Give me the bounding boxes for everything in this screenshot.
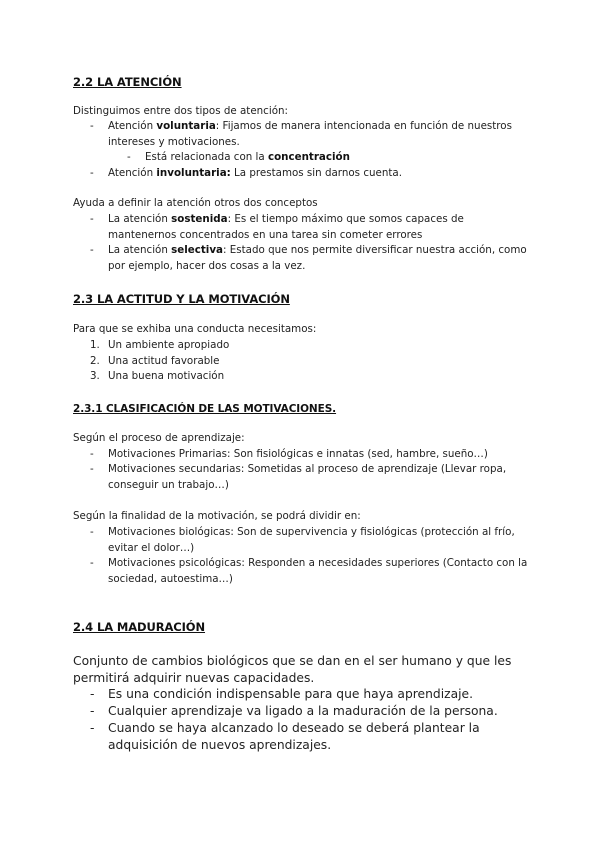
sub-list-item-concentracion: - Está relacionada con la concentración (127, 151, 350, 163)
list-item-sostenida: - La atención sostenida: Es el tiempo máximo que somos capaces de mantenernos concentrados en una tarea sin cometer errores (90, 213, 464, 241)
item-text: Una buena motivación (108, 370, 225, 382)
list-item (90, 462, 530, 493)
bullet: - (90, 463, 94, 475)
paragraph-conducta: Para que se exhiba una conducta necesitamos: (73, 323, 317, 335)
bullet: - (90, 526, 94, 538)
list-item-voluntaria: - Atención voluntaria: Fijamos de manera intencionada en función de nuestros intereses y motivaciones. (90, 120, 512, 148)
paragraph-finalidad: Según la finalidad de la motivación, se podrá dividir en: (73, 510, 361, 522)
list-item (90, 703, 540, 720)
list-item (90, 720, 540, 753)
heading-actitud-motivacion: 2.3 LA ACTITUD Y LA MOTIVACIÓN (73, 292, 290, 306)
numbered-item (90, 338, 530, 354)
item-text: Una actitud favorable (108, 355, 220, 367)
list-item-text: Motivaciones Primarias: Son fisiológicas e innatas (sed, hambre, sueño…) (108, 448, 488, 460)
list-item-text: Motivaciones psicológicas: Responden a necesidades superiores (Contacto con la sociedad, autoestima…) (108, 557, 528, 585)
list-item-text: Cualquier aprendizaje va ligado a la maduración de la persona. (108, 704, 498, 718)
bullet: - (90, 213, 94, 225)
item-number: 2. (90, 355, 100, 367)
heading-atencion: 2.2 LA ATENCIÓN (73, 75, 182, 89)
heading-maduracion: 2.4 LA MADURACIÓN (73, 620, 206, 634)
bullet: - (90, 244, 94, 256)
item-number: 3. (90, 370, 100, 382)
bullet: - (90, 557, 94, 569)
list-item (90, 525, 530, 556)
list-item-text: Es una condición indispensable para que haya aprendizaje. (108, 687, 474, 701)
paragraph-atencion-intro: Distinguimos entre dos tipos de atención: (73, 105, 288, 117)
bullet: - (90, 704, 95, 718)
list-item (90, 556, 530, 587)
paragraph-maduracion: Conjunto de cambios biológicos que se dan en el ser humano y que les permitirá adquirir nuevas capacidades. (73, 654, 512, 685)
bullet: - (90, 448, 94, 460)
list-item-selectiva: - La atención selectiva: Estado que nos permite diversificar nuestra acción, como por ejemplo, hacer dos cosas a la vez. (90, 244, 527, 272)
list-item (90, 447, 530, 463)
list-item-text: Motivaciones biológicas: Son de supervivencia y fisiológicas (protección al frío, evitar el dolor…) (108, 526, 515, 554)
list-item (90, 686, 540, 703)
list-item-involuntaria: - Atención involuntaria: La prestamos sin darnos cuenta. (90, 166, 530, 182)
bullet: - (90, 721, 95, 735)
numbered-item (90, 369, 530, 385)
bullet: - (90, 120, 94, 132)
bullet: - (127, 151, 131, 163)
list-item-text: Motivaciones secundarias: Sometidas al proceso de aprendizaje (Llevar ropa, conseguir un trabajo…) (108, 463, 507, 491)
list-item-text: Cuando se haya alcanzado lo deseado se deberá plantear la adquisición de nuevos aprendizajes. (108, 721, 480, 752)
item-text: Un ambiente apropiado (108, 339, 230, 351)
item-number: 1. (90, 339, 100, 351)
numbered-item (90, 354, 530, 370)
paragraph-proceso-aprendizaje: Según el proceso de aprendizaje: (73, 432, 245, 444)
paragraph-conceptos: Ayuda a definir la atención otros dos conceptos (73, 197, 318, 209)
bullet: - (90, 167, 94, 179)
heading-clasificacion-motivaciones: 2.3.1 CLASIFICACIÓN DE LAS MOTIVACIONES. (73, 403, 337, 415)
bullet: - (90, 687, 95, 701)
